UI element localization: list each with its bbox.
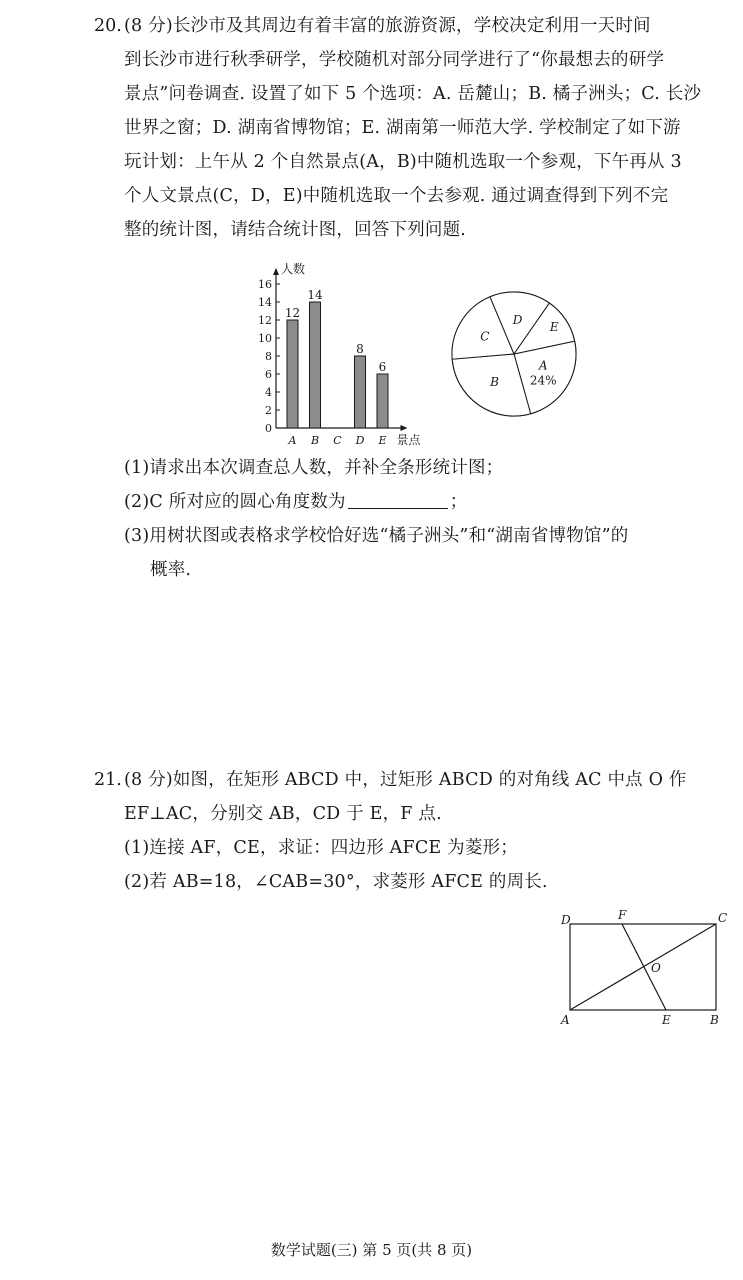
- sub-question-2: (2)若 AB=18，∠CAB=30°，求菱形 AFCE 的周长.: [124, 872, 548, 892]
- question-text-line: (8 分)如图，在矩形 ABCD 中，过矩形 ABCD 的对角线 AC 中点 O 作: [124, 770, 687, 790]
- question-text-line: 景点”问卷调查. 设置了如下 5 个选项：A. 岳麓山；B. 橘子洲头；C. 长沙: [124, 84, 702, 104]
- y-tick-label: 4: [265, 386, 272, 399]
- page-footer: 数学试题(三) 第 5 页(共 8 页): [270, 1241, 473, 1259]
- sub-question-3: (3)用树状图或表格求学校恰好选“橘子洲头”和“湖南省博物馆”的: [124, 526, 629, 546]
- label-c: C: [718, 911, 728, 925]
- y-tick-label: 8: [265, 350, 272, 363]
- label-f: F: [618, 908, 627, 922]
- y-tick-label: 6: [265, 368, 272, 381]
- question-text-line: 到长沙市进行秋季研学，学校随机对部分同学进行了“你最想去的研学: [124, 50, 665, 70]
- sub-question-2-text: (2)C 所对应的圆心角度数为: [124, 492, 346, 512]
- pie-chart: [446, 286, 586, 426]
- x-tick-label: E: [378, 434, 387, 447]
- bar: [377, 374, 388, 428]
- sub-question-3-cont: 概率.: [150, 560, 192, 580]
- pie-slice-value: 24%: [529, 373, 557, 388]
- bar-chart: [244, 256, 444, 452]
- bar-data-label: 8: [356, 342, 364, 356]
- diagonal-ac: [570, 924, 716, 1010]
- sub-question-1: (1)请求出本次调查总人数，并补全条形统计图；: [124, 458, 504, 478]
- label-e: E: [662, 1013, 671, 1027]
- pie-slice-label: B: [490, 375, 499, 390]
- pie-slice-label: A: [538, 358, 548, 373]
- sub-question-2-suffix: ；: [449, 492, 468, 512]
- question-text-line: 世界之窗；D. 湖南省博物馆；E. 湖南第一师范大学. 学校制定了如下游: [124, 118, 681, 138]
- y-tick-label: 14: [258, 296, 272, 309]
- x-axis-label: 景点: [396, 433, 421, 447]
- pie-slice-label: C: [480, 329, 490, 344]
- y-axis-arrow: [273, 268, 279, 275]
- x-tick-label: C: [333, 434, 342, 447]
- question-text-line: 玩计划：上午从 2 个自然景点(A，B)中随机选取一个参观，下午再从 3: [124, 152, 682, 172]
- x-axis-arrow: [401, 425, 408, 431]
- sub-question-1: (1)连接 AF，CE，求证：四边形 AFCE 为菱形；: [124, 838, 518, 858]
- label-o: O: [651, 961, 661, 975]
- y-tick-label: 16: [258, 278, 272, 291]
- label-d: D: [561, 913, 571, 927]
- label-b: B: [710, 1013, 719, 1027]
- pie-slice-label: E: [549, 320, 559, 335]
- question-text-line: 整的统计图，请结合统计图，回答下列问题.: [124, 220, 467, 240]
- question-text-line: 个人文景点(C，D，E)中随机选取一个去参观. 通过调查得到下列不完: [124, 186, 669, 206]
- pie-slice-label: D: [512, 313, 523, 328]
- question-number: 21.: [94, 770, 122, 790]
- bar: [310, 302, 321, 428]
- y-axis-label: 人数: [281, 262, 306, 276]
- rectangle-figure: [552, 904, 736, 1032]
- bar-data-label: 6: [378, 360, 387, 374]
- answer-blank[interactable]: [348, 490, 448, 509]
- bar-data-label: 12: [284, 306, 301, 320]
- question-text-line: (8 分)长沙市及其周边有着丰富的旅游资源，学校决定利用一天时间: [124, 16, 651, 36]
- question-text-line: EF⊥AC，分别交 AB，CD 于 E，F 点.: [124, 804, 442, 824]
- bar: [355, 356, 366, 428]
- bar-data-label: 14: [307, 288, 323, 302]
- x-tick-label: D: [355, 434, 365, 447]
- label-a: A: [561, 1013, 570, 1027]
- bar: [287, 320, 298, 428]
- y-tick-label: 12: [258, 314, 272, 327]
- y-tick-label: 10: [258, 332, 272, 345]
- x-tick-label: B: [310, 434, 320, 447]
- y-tick-label: 2: [265, 404, 272, 417]
- y-tick-label: 0: [265, 422, 272, 435]
- x-tick-label: A: [288, 434, 297, 447]
- question-number: 20.: [94, 16, 122, 36]
- sub-question-2: [124, 490, 467, 514]
